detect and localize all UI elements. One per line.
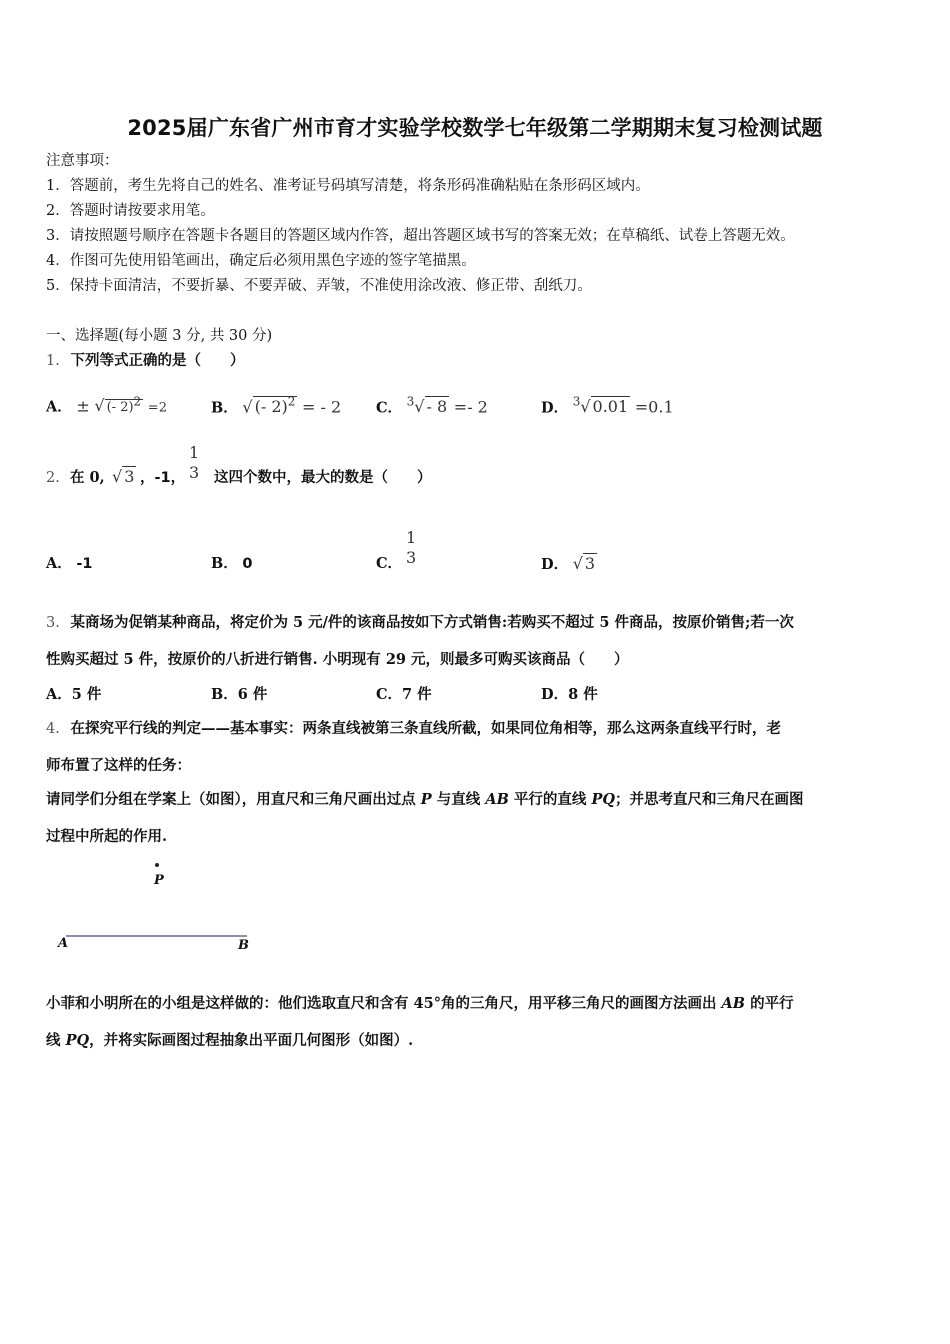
sqrt-expression: √ (- 2)$^2$ — [94, 395, 142, 416]
notice-item: 4．作图可先使用铅笔画出，确定后必须用黑色字迹的签字笔描黑。 — [46, 253, 476, 269]
notice-item: 2．答题时请按要求用笔。 — [46, 203, 215, 219]
numerator: 1 — [189, 443, 200, 462]
point-p-dot — [155, 863, 159, 867]
equation-rhs: =2 — [147, 400, 167, 416]
radicand: (- 2) — [254, 397, 288, 417]
geometry-figure — [50, 856, 260, 960]
section-heading: 一、选择题(每小题 3 分, 共 30 分) — [46, 328, 273, 344]
option-value: -1 — [76, 556, 93, 572]
point-p-label: P — [154, 873, 164, 888]
question-1 — [46, 351, 244, 371]
option-label: A． — [46, 555, 72, 572]
option-label: B． — [211, 555, 238, 572]
numerator: 1 — [406, 528, 417, 547]
text-segment: 平行的直线 — [508, 791, 592, 808]
q1-option-a — [46, 392, 167, 418]
question-4-line-2: 师布置了这样的任务： — [46, 757, 191, 774]
point-a-label: A — [58, 936, 69, 951]
q2-option-a — [46, 554, 92, 574]
option-label: B． — [211, 399, 238, 417]
option-label: D． — [541, 399, 569, 417]
q1-option-c — [376, 392, 488, 418]
question-number: 2. — [46, 470, 60, 486]
figure-svg — [50, 856, 260, 960]
fraction — [406, 528, 416, 568]
line-label: PQ — [591, 791, 615, 808]
q3-option-a: A．5 件 — [46, 686, 102, 703]
denominator: 3 — [189, 463, 200, 482]
point-label: P — [420, 791, 432, 808]
text-segment: 请同学们分组在学案上（如图），用直尺和三角尺画出过点 — [46, 791, 421, 808]
question-text: 某商场为促销某种商品，将定价为 5 元/件的该商品按如下方式销售:若购买不超过 5 件商品，按原价销售;若一次 — [70, 614, 794, 631]
radicand: - 8 — [426, 397, 448, 417]
question-stem-start: 在 0, — [70, 469, 105, 486]
root-index: 3 — [572, 395, 581, 409]
question-number: 3. — [46, 615, 60, 631]
notice-item: 1．答题前，考生先将自己的姓名、准考证号码填写清楚，将条形码准确粘贴在条形码区域内。 — [46, 178, 650, 194]
exponent: 2 — [133, 395, 142, 409]
q3-option-d: D．8 件 — [541, 686, 598, 703]
q1-option-b — [211, 392, 341, 418]
text-segment: 线 — [46, 1032, 66, 1049]
equation-rhs: =0.1 — [634, 397, 674, 417]
notice-item: 5．保持卡面清洁，不要折暴、不要弄破、弄皱，不准使用涂改液、修正带、刮纸刀。 — [46, 278, 592, 294]
sqrt-expression: √ 3 — [112, 467, 135, 486]
q1-option-d — [541, 392, 674, 418]
question-3-line-2: 性购买超过 5 件，按原价的八折进行销售. 小明现有 29 元，则最多可购买该商品（ ） — [46, 651, 629, 668]
option-label: C． — [376, 555, 403, 572]
sqrt-expression: √ 3 — [572, 554, 596, 573]
q3-option-c: C．7 件 — [376, 686, 432, 703]
radicand: 0.01 — [592, 397, 629, 417]
radicand: 3 — [124, 467, 135, 486]
question-stem: 下列等式正确的是（ ） — [70, 352, 245, 369]
equation-rhs: = - 2 — [301, 397, 342, 417]
question-4-line-5 — [46, 994, 794, 1014]
question-stem-mid: ，-1， — [140, 470, 186, 486]
question-stem-end: 这四个数中，最大的数是（ ） — [214, 469, 432, 486]
equation-rhs: =- 2 — [453, 397, 488, 417]
line-label: AB — [721, 995, 746, 1012]
radicand: (- 2) — [106, 400, 134, 416]
notice-heading: 注意事项： — [46, 153, 119, 169]
radicand: 3 — [584, 554, 596, 573]
sqrt-expression: √ (- 2)$^2$ — [242, 395, 296, 417]
question-number: 4. — [46, 721, 60, 737]
question-4-line-1 — [46, 719, 781, 739]
question-number: 1. — [46, 353, 60, 369]
text-segment: ，并将实际画图过程抽象出平面几何图形（如图）. — [89, 1032, 414, 1049]
question-4-line-4: 过程中所起的作用. — [46, 828, 168, 845]
option-label: A． — [46, 398, 72, 416]
question-4-line-3 — [46, 790, 803, 810]
text-segment: ；并思考直尺和三角尺在画图 — [614, 791, 804, 808]
question-4-line-6 — [46, 1031, 413, 1051]
notice-item: 3．请按照题号顺序在答题卡各题目的答题区域内作答，超出答题区域书写的答案无效；在草稿纸、试卷上答题无效。 — [46, 228, 795, 244]
plus-minus-sign: ± — [76, 396, 90, 416]
option-label: D． — [541, 556, 569, 573]
text-segment: 与直线 — [431, 791, 486, 808]
cube-root-expression: $^3$√ 0.01 — [572, 395, 629, 417]
cube-root-expression: $^3$√ - 8 — [406, 395, 448, 417]
page-title: 2025届广东省广州市育才实验学校数学七年级第二学期期末复习检测试题 — [127, 116, 823, 140]
question-3-line-1 — [46, 613, 794, 633]
fraction — [189, 443, 199, 483]
point-b-label: B — [238, 938, 249, 953]
question-text: 在探究平行线的判定——基本事实：两条直线被第三条直线所截，如果同位角相等，那么这两条直线平行时，老 — [70, 720, 781, 737]
text-segment: 小菲和小明所在的小组是这样做的：他们选取直尺和含有 45°角的三角尺，用平移三角尺的画图方法画出 — [46, 995, 722, 1012]
text-segment: 的平行 — [745, 995, 794, 1012]
exponent: 2 — [287, 395, 296, 409]
option-value: 0 — [242, 556, 253, 572]
line-label: AB — [485, 791, 509, 808]
root-index: 3 — [406, 395, 415, 409]
q2-option-b — [211, 554, 252, 574]
option-label: C． — [376, 399, 403, 417]
denominator: 3 — [406, 548, 417, 567]
q2-option-d — [541, 554, 597, 575]
line-label: PQ — [65, 1032, 90, 1049]
q3-option-b: B．6 件 — [211, 686, 268, 703]
